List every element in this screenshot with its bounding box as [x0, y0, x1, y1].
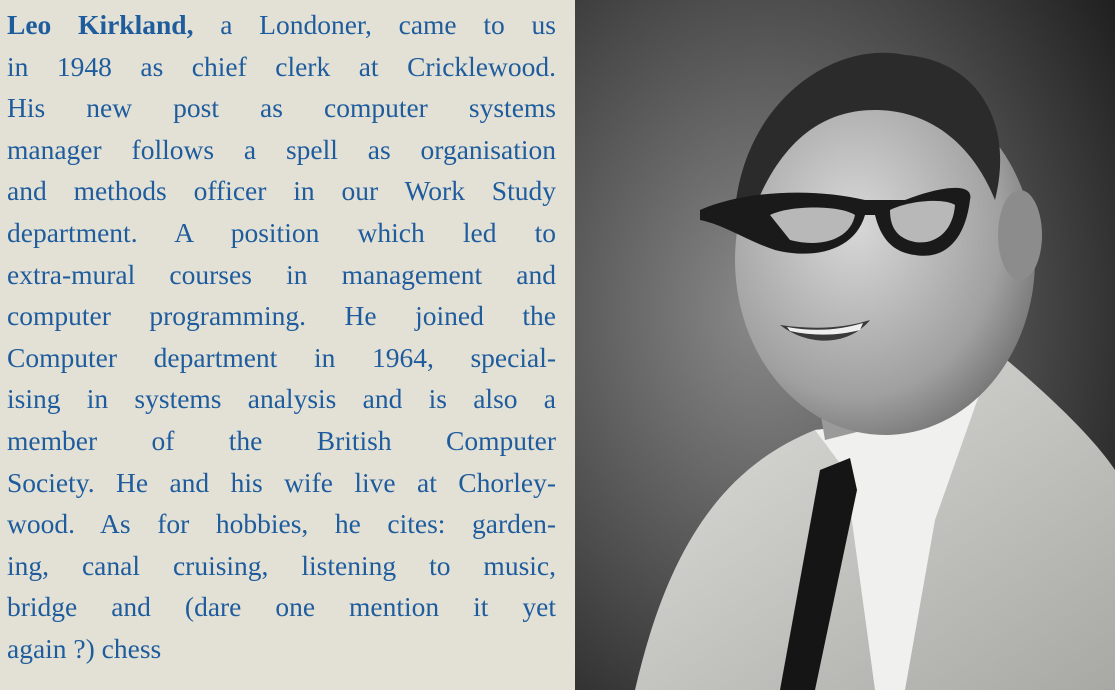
text-line: ing, canal cruising, listening to music, [7, 549, 556, 581]
text-line: wood. As for hobbies, he cites: garden- [7, 508, 556, 540]
text-line: His new post as computer systems [7, 92, 556, 124]
text-line: Computer department in 1964, special- [7, 341, 556, 373]
text-line: in 1948 as chief clerk at Cricklewood. [7, 50, 556, 82]
text-line: member of the British Computer [7, 424, 556, 456]
text-line: and methods officer in our Work Study [7, 175, 556, 207]
text-line: Leo Kirkland, a Londoner, came to us [7, 9, 556, 40]
text-line: bridge and (dare one mention it yet [7, 591, 556, 623]
text-line: department. A position which led to [7, 216, 556, 248]
portrait-photo [575, 0, 1115, 690]
text-line: Society. He and his wife live at Chorley- [7, 466, 556, 498]
article-text [7, 4, 556, 670]
text-line: computer programming. He joined the [7, 300, 556, 332]
text-line: extra-mural courses in management and [7, 258, 556, 290]
person-name: Leo Kirkland, [7, 9, 194, 40]
text-line: manager follows a spell as organisation [7, 133, 556, 165]
text-line: again ?) chess [7, 632, 162, 664]
text-line: ising in systems analysis and is also a [7, 383, 556, 415]
